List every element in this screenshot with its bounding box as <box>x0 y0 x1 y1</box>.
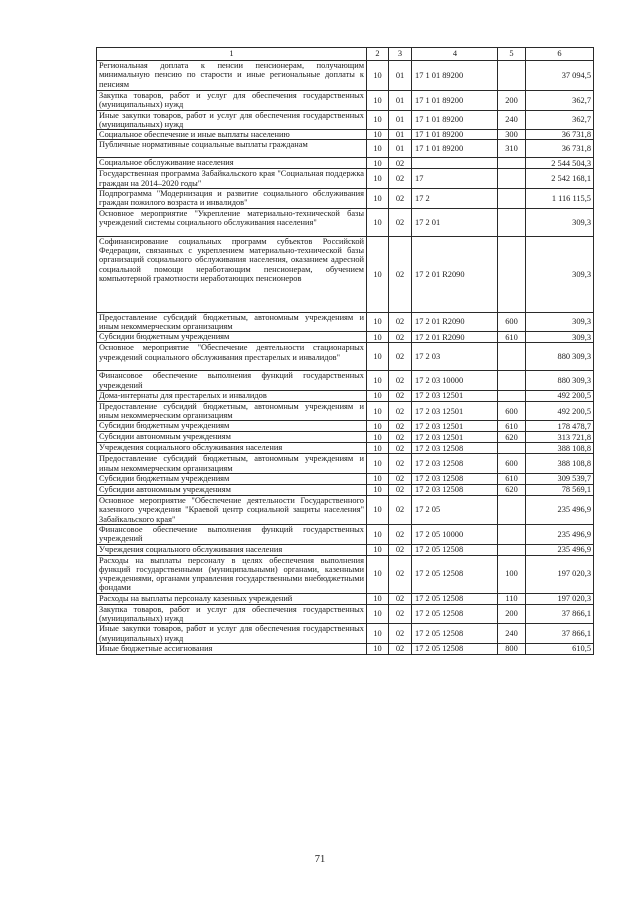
cell-expense-type: 240 <box>498 624 526 644</box>
cell-target-article: 17 1 01 89200 <box>412 61 498 91</box>
cell-target-article: 17 2 03 12508 <box>412 474 498 485</box>
table-row <box>97 593 594 604</box>
cell-section: 10 <box>367 604 389 624</box>
cell-amount: 2 542 168,1 <box>526 169 594 189</box>
cell-amount: 178 478,7 <box>526 421 594 432</box>
cell-target-article: 17 2 05 12508 <box>412 624 498 644</box>
cell-expense-type: 200 <box>498 604 526 624</box>
cell-subsection: 02 <box>389 401 412 421</box>
cell-subsection: 02 <box>389 474 412 485</box>
table-row <box>97 91 594 111</box>
cell-target-article: 17 2 05 12508 <box>412 555 498 593</box>
cell-subsection: 01 <box>389 91 412 111</box>
cell-section: 10 <box>367 343 389 371</box>
cell-subsection: 02 <box>389 593 412 604</box>
cell-subsection: 02 <box>389 454 412 474</box>
cell-amount: 313 721,8 <box>526 432 594 443</box>
cell-target-article: 17 2 05 <box>412 496 498 525</box>
cell-target-article: 17 2 03 12501 <box>412 421 498 432</box>
cell-subsection: 02 <box>389 421 412 432</box>
cell-expense-type: 600 <box>498 312 526 332</box>
cell-target-article: 17 2 05 10000 <box>412 524 498 544</box>
cell-subsection: 02 <box>389 169 412 189</box>
cell-target-article: 17 2 01 R2090 <box>412 236 498 312</box>
cell-expense-type <box>498 158 526 169</box>
cell-amount: 37 866,1 <box>526 604 594 624</box>
cell-description: Субсидии автономным учреждениям <box>97 432 367 443</box>
cell-target-article: 17 1 01 89200 <box>412 91 498 111</box>
cell-amount: 309,3 <box>526 208 594 236</box>
cell-description: Учреждения социального обслуживания населения <box>97 443 367 454</box>
cell-subsection: 02 <box>389 432 412 443</box>
cell-section: 10 <box>367 371 389 391</box>
cell-description: Субсидии бюджетным учреждениям <box>97 332 367 343</box>
table-header-row <box>97 48 594 61</box>
cell-section: 10 <box>367 332 389 343</box>
cell-description: Социальное обеспечение и иные выплаты населению <box>97 130 367 140</box>
cell-subsection: 02 <box>389 643 412 654</box>
cell-target-article: 17 1 01 89200 <box>412 140 498 158</box>
table-row <box>97 390 594 401</box>
cell-section: 10 <box>367 454 389 474</box>
cell-amount: 309,3 <box>526 236 594 312</box>
cell-description: Дома-интернаты для престарелых и инвалидов <box>97 390 367 401</box>
cell-subsection: 02 <box>389 624 412 644</box>
cell-target-article: 17 1 01 89200 <box>412 130 498 140</box>
cell-section: 10 <box>367 624 389 644</box>
cell-amount: 880 309,3 <box>526 343 594 371</box>
table-row <box>97 524 594 544</box>
table-row <box>97 343 594 371</box>
table-row <box>97 432 594 443</box>
cell-expense-type <box>498 390 526 401</box>
cell-amount: 36 731,8 <box>526 140 594 158</box>
table-row <box>97 604 594 624</box>
cell-expense-type: 610 <box>498 332 526 343</box>
table-row <box>97 474 594 485</box>
column-header-subsection: 3 <box>389 48 412 61</box>
cell-description: Предоставление субсидий бюджетным, автономным учреждениям и иным некоммерческим организациям <box>97 312 367 332</box>
cell-section: 10 <box>367 524 389 544</box>
table-row <box>97 643 594 654</box>
cell-section: 10 <box>367 91 389 111</box>
table-row <box>97 158 594 169</box>
cell-subsection: 02 <box>389 390 412 401</box>
cell-description: Предоставление субсидий бюджетным, автономным учреждениям и иным некоммерческим организациям <box>97 401 367 421</box>
cell-section: 10 <box>367 390 389 401</box>
cell-target-article: 17 2 <box>412 189 498 209</box>
table-row <box>97 555 594 593</box>
cell-amount: 492 200,5 <box>526 390 594 401</box>
cell-expense-type <box>498 524 526 544</box>
cell-expense-type: 110 <box>498 593 526 604</box>
cell-expense-type <box>498 443 526 454</box>
cell-description: Социальное обслуживание населения <box>97 158 367 169</box>
cell-section: 10 <box>367 432 389 443</box>
cell-description: Финансовое обеспечение выполнения функций государственных учреждений <box>97 371 367 391</box>
cell-section: 10 <box>367 421 389 432</box>
cell-target-article: 17 2 03 12501 <box>412 401 498 421</box>
cell-amount: 37 094,5 <box>526 61 594 91</box>
table-row <box>97 401 594 421</box>
cell-description: Основное мероприятие "Обеспечение деятельности стационарных учреждений социального обслуживания престарелых и инвалидов" <box>97 343 367 371</box>
cell-expense-type <box>498 208 526 236</box>
table-row <box>97 312 594 332</box>
cell-description: Основное мероприятие "Обеспечение деятельности Государственного казенного учреждения "Краевой центр социальной защиты населения" Забайкальского края" <box>97 496 367 525</box>
cell-section: 10 <box>367 544 389 555</box>
table-row <box>97 189 594 209</box>
cell-section: 10 <box>367 485 389 496</box>
cell-section: 10 <box>367 140 389 158</box>
cell-amount: 309,3 <box>526 332 594 343</box>
cell-subsection: 02 <box>389 496 412 525</box>
cell-target-article: 17 2 01 R2090 <box>412 332 498 343</box>
cell-subsection: 02 <box>389 208 412 236</box>
cell-section: 10 <box>367 189 389 209</box>
cell-expense-type: 200 <box>498 91 526 111</box>
cell-amount: 197 020,3 <box>526 555 594 593</box>
table-row <box>97 61 594 91</box>
cell-target-article: 17 <box>412 169 498 189</box>
table-row <box>97 496 594 525</box>
cell-amount: 197 020,3 <box>526 593 594 604</box>
cell-subsection: 02 <box>389 158 412 169</box>
table-row <box>97 169 594 189</box>
cell-subsection: 02 <box>389 443 412 454</box>
cell-expense-type: 800 <box>498 643 526 654</box>
cell-target-article: 17 2 05 12508 <box>412 593 498 604</box>
cell-subsection: 01 <box>389 130 412 140</box>
cell-description: Региональная доплата к пенсии пенсионерам, получающим минимальную пенсию по старости и иные региональные доплаты к пенсиям <box>97 61 367 91</box>
cell-amount: 78 569,1 <box>526 485 594 496</box>
cell-subsection: 02 <box>389 189 412 209</box>
cell-description: Софинансирование социальных программ субъектов Российской Федерации, связанных с укреплением материально-технической базы организаций социального обслуживания населения, оказанием адресной социальной помощи неработающим пенсионерам, обучением компьютерной грамотности неработающих пенсионеров <box>97 236 367 312</box>
cell-amount: 235 496,9 <box>526 524 594 544</box>
cell-target-article: 17 2 03 12508 <box>412 443 498 454</box>
cell-expense-type <box>498 371 526 391</box>
cell-section: 10 <box>367 643 389 654</box>
cell-description: Иные бюджетные ассигнования <box>97 643 367 654</box>
cell-expense-type: 310 <box>498 140 526 158</box>
table-row <box>97 485 594 496</box>
cell-target-article: 17 2 01 <box>412 208 498 236</box>
table-row <box>97 421 594 432</box>
cell-amount: 880 309,3 <box>526 371 594 391</box>
cell-amount: 309 539,7 <box>526 474 594 485</box>
cell-description: Расходы на выплаты персоналу в целях обеспечения выполнения функций государственными (муниципальными) органами, казенными учреждениями, органами управления государственными внебюджетными фондами <box>97 555 367 593</box>
cell-expense-type: 300 <box>498 130 526 140</box>
table-row <box>97 443 594 454</box>
cell-target-article: 17 2 05 12508 <box>412 544 498 555</box>
page-number: 71 <box>314 854 326 865</box>
cell-subsection: 02 <box>389 485 412 496</box>
cell-amount: 362,7 <box>526 110 594 130</box>
cell-section: 10 <box>367 110 389 130</box>
table-row <box>97 454 594 474</box>
cell-subsection: 02 <box>389 544 412 555</box>
cell-description: Иные закупки товаров, работ и услуг для обеспечения государственных (муниципальных) нужд <box>97 624 367 644</box>
column-header-amount: 6 <box>526 48 594 61</box>
cell-amount: 362,7 <box>526 91 594 111</box>
cell-target-article: 17 2 01 R2090 <box>412 312 498 332</box>
cell-section: 10 <box>367 61 389 91</box>
cell-subsection: 02 <box>389 371 412 391</box>
cell-section: 10 <box>367 474 389 485</box>
cell-amount: 235 496,9 <box>526 544 594 555</box>
cell-expense-type <box>498 343 526 371</box>
cell-target-article: 17 2 05 12508 <box>412 643 498 654</box>
cell-description: Субсидии бюджетным учреждениям <box>97 474 367 485</box>
cell-subsection: 02 <box>389 524 412 544</box>
cell-amount: 610,5 <box>526 643 594 654</box>
cell-description: Учреждения социального обслуживания населения <box>97 544 367 555</box>
cell-section: 10 <box>367 236 389 312</box>
cell-amount: 235 496,9 <box>526 496 594 525</box>
cell-description: Финансовое обеспечение выполнения функций государственных учреждений <box>97 524 367 544</box>
cell-target-article: 17 2 03 10000 <box>412 371 498 391</box>
cell-subsection: 02 <box>389 236 412 312</box>
table-row <box>97 208 594 236</box>
cell-subsection: 02 <box>389 332 412 343</box>
cell-expense-type: 600 <box>498 401 526 421</box>
cell-section: 10 <box>367 443 389 454</box>
cell-subsection: 02 <box>389 604 412 624</box>
cell-description: Субсидии автономным учреждениям <box>97 485 367 496</box>
cell-expense-type <box>498 189 526 209</box>
table-row <box>97 140 594 158</box>
cell-section: 10 <box>367 593 389 604</box>
table-row <box>97 371 594 391</box>
table-row <box>97 130 594 140</box>
column-header-section: 2 <box>367 48 389 61</box>
cell-description: Расходы на выплаты персоналу казенных учреждений <box>97 593 367 604</box>
cell-amount: 2 544 504,3 <box>526 158 594 169</box>
cell-expense-type <box>498 496 526 525</box>
budget-table <box>96 47 594 655</box>
cell-section: 10 <box>367 130 389 140</box>
cell-subsection: 01 <box>389 61 412 91</box>
cell-target-article: 17 2 03 12501 <box>412 432 498 443</box>
cell-amount: 492 200,5 <box>526 401 594 421</box>
cell-subsection: 01 <box>389 140 412 158</box>
column-header-expense-type: 5 <box>498 48 526 61</box>
cell-amount: 388 108,8 <box>526 443 594 454</box>
cell-section: 10 <box>367 208 389 236</box>
cell-amount: 1 116 115,5 <box>526 189 594 209</box>
cell-target-article: 17 1 01 89200 <box>412 110 498 130</box>
cell-description: Основное мероприятие "Укрепление материально-технической базы учреждений системы социального обслуживания населения" <box>97 208 367 236</box>
cell-amount: 36 731,8 <box>526 130 594 140</box>
table-row <box>97 544 594 555</box>
cell-expense-type <box>498 236 526 312</box>
cell-subsection: 01 <box>389 110 412 130</box>
cell-amount: 388 108,8 <box>526 454 594 474</box>
cell-description: Субсидии бюджетным учреждениям <box>97 421 367 432</box>
cell-expense-type: 610 <box>498 421 526 432</box>
cell-target-article: 17 2 03 12501 <box>412 390 498 401</box>
cell-expense-type <box>498 61 526 91</box>
cell-description: Государственная программа Забайкальского края "Социальная поддержка граждан на 2014–2020 годы" <box>97 169 367 189</box>
cell-subsection: 02 <box>389 555 412 593</box>
cell-amount: 37 866,1 <box>526 624 594 644</box>
cell-description: Закупка товаров, работ и услуг для обеспечения государственных (муниципальных) нужд <box>97 604 367 624</box>
cell-section: 10 <box>367 401 389 421</box>
cell-description: Закупка товаров, работ и услуг для обеспечения государственных (муниципальных) нужд <box>97 91 367 111</box>
cell-target-article: 17 2 03 12508 <box>412 485 498 496</box>
column-header-target-article: 4 <box>412 48 498 61</box>
cell-description: Публичные нормативные социальные выплаты гражданам <box>97 140 367 158</box>
table-row <box>97 236 594 312</box>
cell-target-article: 17 2 03 <box>412 343 498 371</box>
cell-expense-type: 610 <box>498 474 526 485</box>
cell-section: 10 <box>367 312 389 332</box>
cell-section: 10 <box>367 496 389 525</box>
cell-section: 10 <box>367 555 389 593</box>
cell-subsection: 02 <box>389 343 412 371</box>
cell-description: Иные закупки товаров, работ и услуг для обеспечения государственных (муниципальных) нужд <box>97 110 367 130</box>
cell-expense-type: 620 <box>498 432 526 443</box>
cell-expense-type: 240 <box>498 110 526 130</box>
cell-amount: 309,3 <box>526 312 594 332</box>
cell-description: Подпрограмма "Модернизация и развитие социального обслуживания граждан пожилого возраста и инвалидов" <box>97 189 367 209</box>
cell-description: Предоставление субсидий бюджетным, автономным учреждениям и иным некоммерческим организациям <box>97 454 367 474</box>
table-row <box>97 624 594 644</box>
cell-expense-type: 600 <box>498 454 526 474</box>
cell-target-article: 17 2 05 12508 <box>412 604 498 624</box>
cell-expense-type <box>498 544 526 555</box>
cell-target-article: 17 2 03 12508 <box>412 454 498 474</box>
cell-section: 10 <box>367 169 389 189</box>
cell-expense-type <box>498 169 526 189</box>
table-row <box>97 110 594 130</box>
cell-expense-type: 620 <box>498 485 526 496</box>
cell-target-article <box>412 158 498 169</box>
cell-expense-type: 100 <box>498 555 526 593</box>
cell-section: 10 <box>367 158 389 169</box>
column-header-description: 1 <box>97 48 367 61</box>
table-row <box>97 332 594 343</box>
cell-subsection: 02 <box>389 312 412 332</box>
